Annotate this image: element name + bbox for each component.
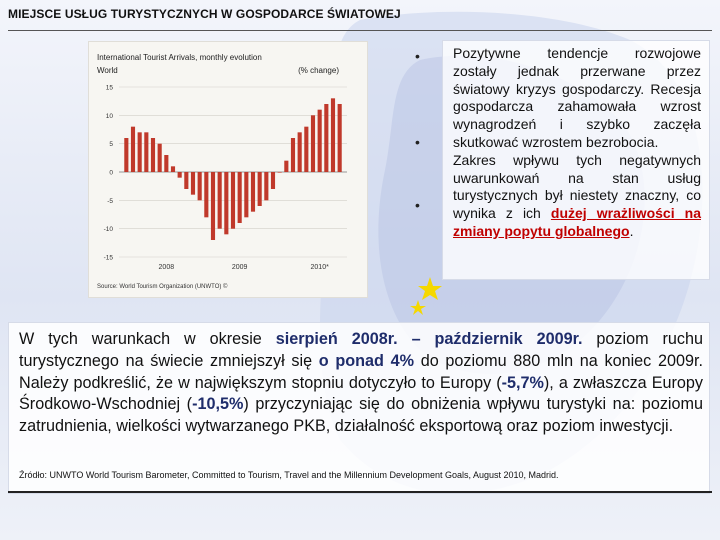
chart-bar (264, 172, 268, 200)
europe-decline-highlight: -5,7% (501, 373, 544, 392)
chart-bar (211, 172, 215, 240)
right-text-block (453, 45, 701, 241)
tourism-chart (88, 41, 368, 298)
main-text-part: ), a zwłaszcza Europy Środkowo-Wschodniej ( (19, 373, 703, 414)
bullet-icon: • (415, 48, 420, 64)
right-paragraph-1: Pozytywne tendencje rozwojowe zostały jednak przerwane przez światowy kryzys gospodarczy. Recesja gospodarcza zahamowała wzrost wynagrodzeń i szybko zaczęła skutkować wzrostem bezrobocia. (453, 45, 701, 150)
bullet-icon: • (415, 134, 420, 150)
chart-subtitle: World (97, 66, 118, 75)
chart-bar (244, 172, 248, 217)
chart-bar (198, 172, 202, 200)
chart-bar (204, 172, 208, 217)
chart-bar (138, 132, 142, 172)
title-divider (8, 30, 712, 31)
decline-highlight: o ponad 4% (318, 351, 415, 370)
chart-bar (311, 115, 315, 172)
source-citation: Źródło: UNWTO World Tourism Barometer, Committed to Tourism, Travel and the Millennium Development Goals, August 2010, Madrid. (19, 470, 559, 480)
main-text-part: ) przyczyniając się do obniżenia wpływu turystyki na: poziomu zatrudnienia, wielkości wytwarzanego PKB, działalność eksportową oraz poziom inwestycji. (19, 395, 703, 436)
right-text-part: Zakres wpływu tych negatywnych uwarunkowań na stan usług turystycznych był niestety znaczny, co wynika z ich (453, 151, 701, 222)
chart-unit-label: (% change) (298, 66, 339, 75)
chart-bar (124, 138, 128, 172)
chart-bar (191, 172, 195, 195)
chart-bar (238, 172, 242, 223)
right-text-end: . (629, 222, 634, 239)
chart-bar (304, 127, 308, 172)
period-highlight: sierpień 2008r. – październik 2009r. (275, 330, 583, 348)
right-paragraph-2 (453, 152, 701, 241)
demand-sensitivity-highlight: dużej wrażliwości na zmiany popytu globalnego (453, 205, 701, 239)
y-tick-label: 0 (109, 169, 113, 177)
y-tick-label: -10 (103, 226, 113, 234)
chart-bar (178, 172, 182, 178)
chart-bar (258, 172, 262, 206)
chart-bar (151, 138, 155, 172)
chart-bar (318, 110, 322, 172)
x-tick-label: 2010* (310, 264, 329, 271)
x-tick-label: 2008 (158, 264, 175, 271)
chart-bar (231, 172, 235, 229)
main-text-part: W tych warunkach w okresie (19, 330, 276, 348)
chart-canvas (89, 42, 367, 297)
chart-title: International Tourist Arrivals, monthly evolution (97, 53, 262, 62)
bullet-icon: • (415, 197, 420, 213)
chart-bar (164, 155, 168, 172)
main-text-part: poziom ruchu turystycznego na świecie zmniejszył się (19, 330, 704, 370)
chart-bar (284, 161, 288, 172)
cee-decline-highlight: -10,5% (192, 395, 244, 414)
chart-bar (338, 104, 342, 172)
chart-bar (291, 138, 295, 172)
x-tick-label: 2009 (231, 264, 248, 271)
chart-bar (278, 172, 282, 173)
chart-bar (144, 132, 148, 172)
chart-bar (171, 166, 175, 172)
main-paragraph (19, 329, 703, 438)
chart-bar (158, 144, 162, 172)
chart-bar (271, 172, 275, 189)
y-tick-label: -5 (107, 197, 113, 205)
main-text-panel (8, 322, 710, 494)
y-tick-label: -15 (103, 254, 113, 262)
chart-bar (251, 172, 255, 212)
y-tick-label: 10 (105, 112, 113, 120)
right-text-panel (442, 40, 710, 280)
chart-bar (218, 172, 222, 229)
chart-source: Source: World Tourism Organization (UNWTO) © (97, 284, 228, 290)
chart-bar (298, 132, 302, 172)
chart-bar (324, 104, 328, 172)
chart-bar (131, 127, 135, 172)
y-tick-label: 15 (105, 84, 113, 92)
y-tick-label: 5 (109, 141, 113, 149)
chart-bar (184, 172, 188, 189)
bottom-divider (8, 491, 712, 493)
main-text-part: do poziomu 880 mln na koniec 2009r. Należy podkreślić, że w największym stopniu dotyczyło to Europy ( (19, 351, 703, 392)
chart-bar (331, 98, 335, 172)
slide-title: MIEJSCE USŁUG TURYSTYCZNYCH W GOSPODARCE ŚWIATOWEJ (8, 7, 401, 21)
chart-bar (224, 172, 228, 234)
